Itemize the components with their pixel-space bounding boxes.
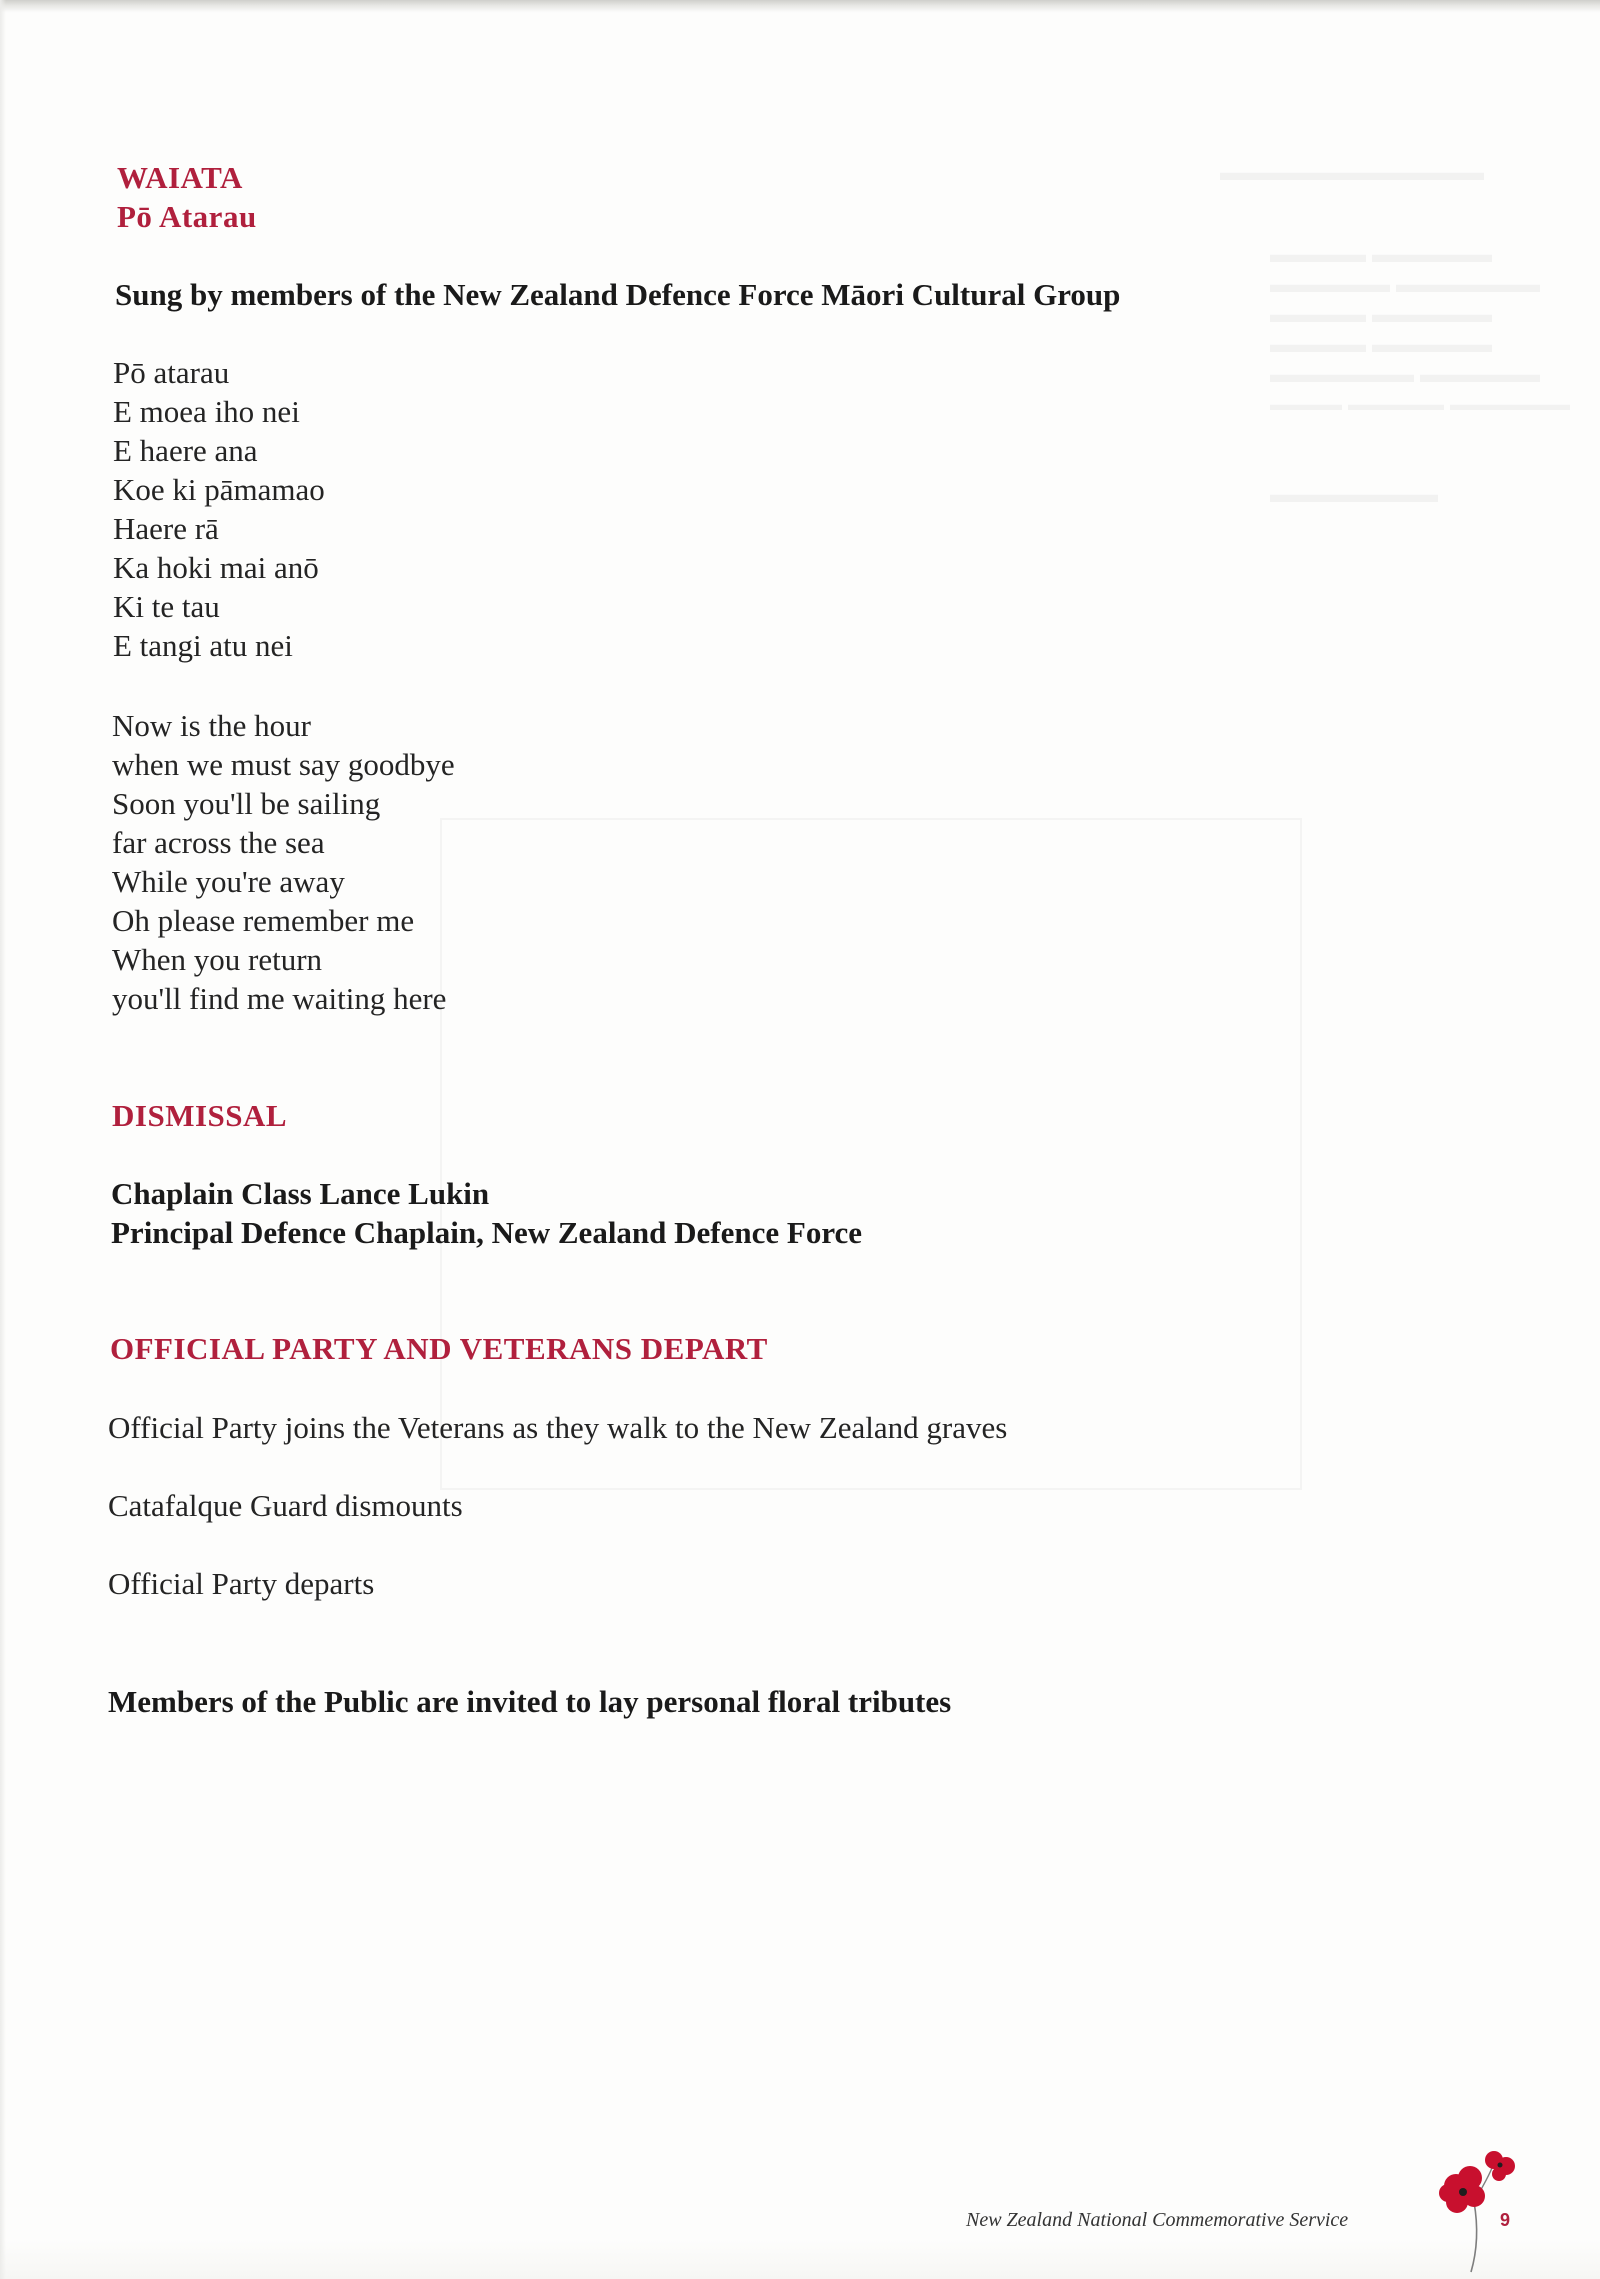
departure-item: Catafalque Guard dismounts	[108, 1488, 463, 1523]
section-heading-waiata: WAIATA	[117, 160, 243, 195]
show-through-text	[1270, 480, 1438, 510]
verse-line: Koe ki pāmamao	[113, 472, 325, 507]
page-number: 9	[1500, 2210, 1511, 2230]
departure-item: Official Party joins the Veterans as they walk to the New Zealand graves	[108, 1410, 1008, 1445]
page-left-edge	[0, 0, 6, 2279]
verse-line: you'll find me waiting here	[112, 981, 447, 1016]
verse-line: Ki te tau	[113, 589, 220, 624]
verse-line: far across the sea	[112, 825, 325, 860]
verse-line: Haere rā	[113, 511, 219, 546]
poppy-icon	[1420, 2140, 1540, 2275]
chaplain-role: Principal Defence Chaplain, New Zealand Defence Force	[111, 1215, 863, 1250]
section-heading-dismissal: DISMISSAL	[112, 1098, 288, 1133]
verse-maori	[113, 353, 325, 665]
show-through-text	[1270, 240, 1570, 410]
section-heading-departure: OFFICIAL PARTY AND VETERANS DEPART	[110, 1331, 768, 1366]
verse-line: When you return	[112, 942, 323, 977]
song-title: Pō Atarau	[117, 199, 257, 234]
footer-title: New Zealand National Commemorative Service	[966, 2209, 1349, 2231]
verse-line: E tangi atu nei	[113, 628, 293, 663]
performer-credit: Sung by members of the New Zealand Defence Force Māori Cultural Group	[115, 277, 1121, 312]
verse-english	[112, 706, 455, 1018]
verse-line: E haere ana	[113, 433, 258, 468]
verse-line: E moea iho nei	[113, 394, 300, 429]
show-through-box	[440, 818, 1302, 1490]
show-through-text	[1220, 158, 1484, 188]
verse-line: Ka hoki mai anō	[113, 550, 319, 585]
closing-note: Members of the Public are invited to lay personal floral tributes	[108, 1684, 952, 1719]
verse-line: While you're away	[112, 864, 345, 899]
departure-item: Official Party departs	[108, 1566, 375, 1601]
verse-line: Soon you'll be sailing	[112, 786, 381, 821]
verse-line: when we must say goodbye	[112, 747, 455, 782]
verse-line: Pō atarau	[113, 355, 230, 390]
verse-line: Now is the hour	[112, 708, 311, 743]
verse-line: Oh please remember me	[112, 903, 415, 938]
page-top-edge	[0, 0, 1600, 12]
chaplain-name: Chaplain Class Lance Lukin	[111, 1176, 490, 1211]
